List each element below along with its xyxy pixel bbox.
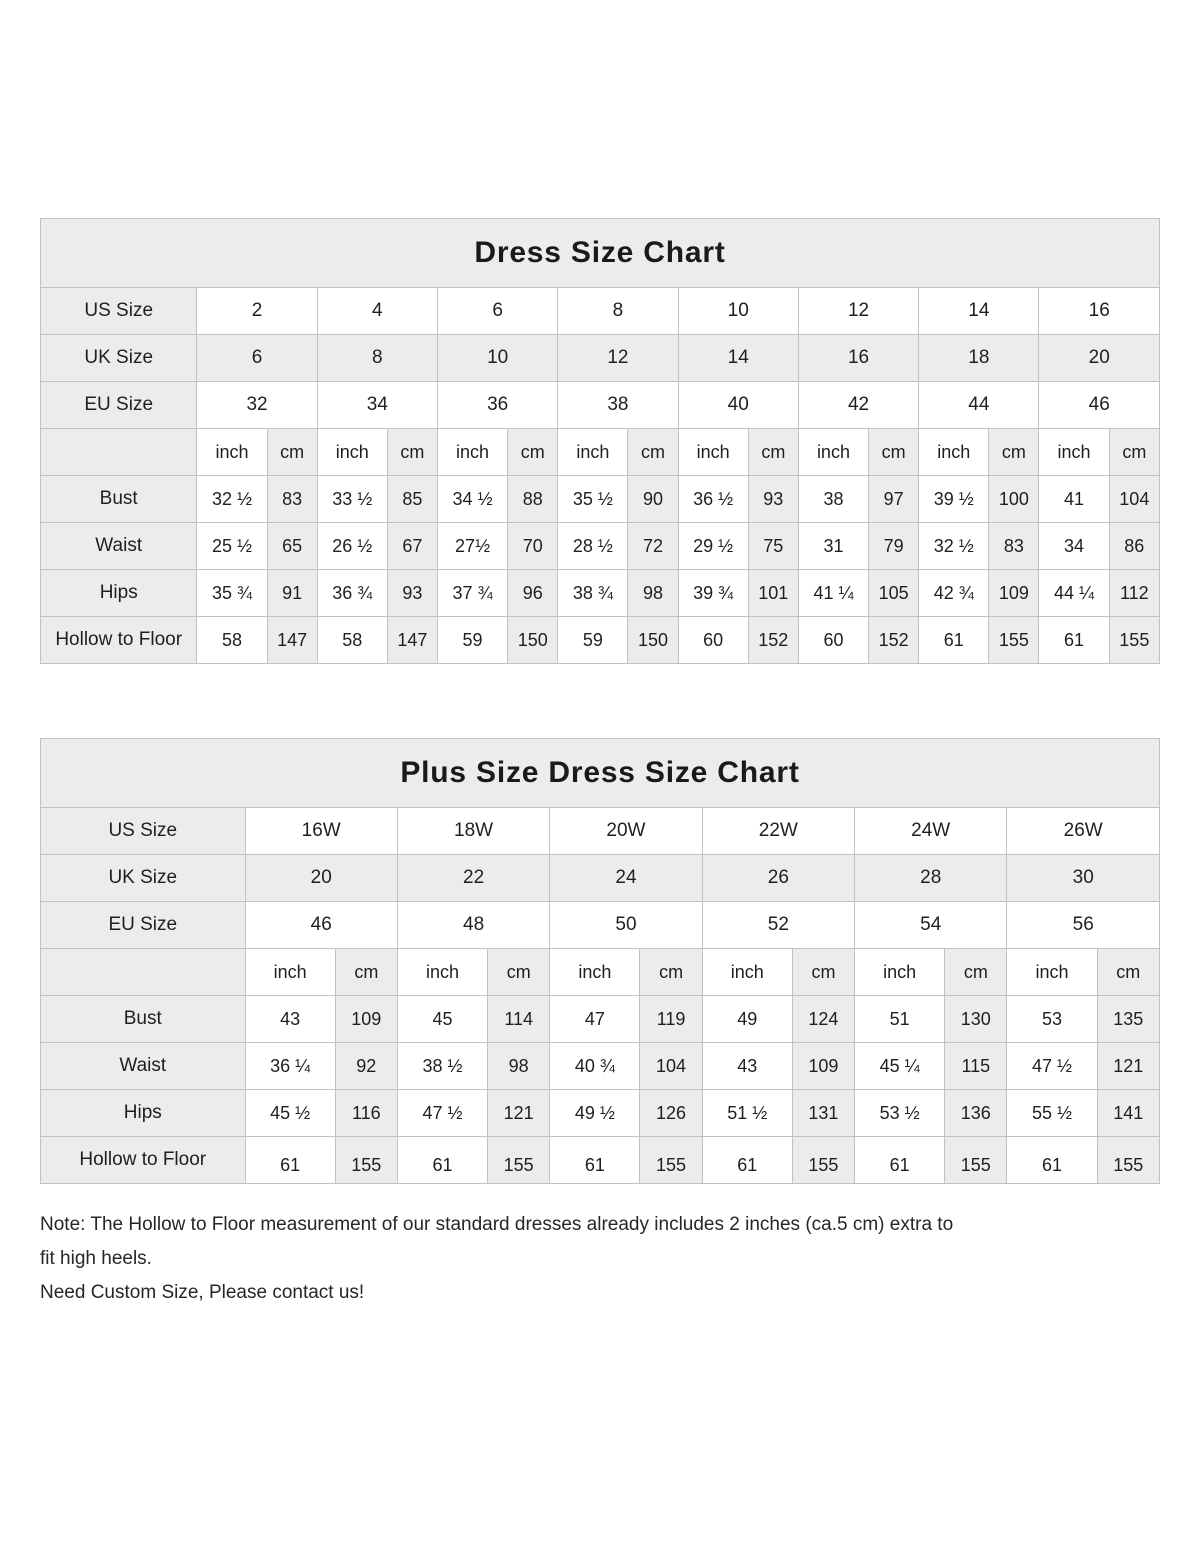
measure-cm-cell: 67 bbox=[387, 523, 437, 570]
measure-inch-cell: 45 ½ bbox=[245, 1090, 335, 1137]
measure-cm-cell: 155 bbox=[792, 1137, 854, 1184]
measure-cm-cell: 100 bbox=[989, 476, 1039, 523]
measure-inch-cell: 58 bbox=[317, 617, 387, 664]
measure-inch-cell: 59 bbox=[437, 617, 507, 664]
measure-cm-cell: 91 bbox=[267, 570, 317, 617]
unit-cm-cell: cm bbox=[628, 429, 678, 476]
measure-cm-cell: 114 bbox=[488, 996, 550, 1043]
measure-inch-cell: 29 ½ bbox=[678, 523, 748, 570]
measure-inch-cell: 38 ½ bbox=[397, 1043, 487, 1090]
measure-cm-cell: 152 bbox=[869, 617, 919, 664]
measure-row-label: Hollow to Floor bbox=[41, 617, 197, 664]
unit-cm-cell: cm bbox=[335, 949, 397, 996]
measure-inch-cell: 61 bbox=[855, 1137, 945, 1184]
measure-inch-cell: 45 bbox=[397, 996, 487, 1043]
measure-inch-cell: 44 ¼ bbox=[1039, 570, 1109, 617]
measure-cm-cell: 83 bbox=[989, 523, 1039, 570]
measure-cm-cell: 93 bbox=[748, 476, 798, 523]
size-value-cell: 2 bbox=[197, 288, 317, 335]
measure-inch-cell: 27½ bbox=[437, 523, 507, 570]
measure-cm-cell: 90 bbox=[628, 476, 678, 523]
measure-cm-cell: 70 bbox=[508, 523, 558, 570]
measure-cm-cell: 116 bbox=[335, 1090, 397, 1137]
measure-inch-cell: 55 ½ bbox=[1007, 1090, 1097, 1137]
size-value-cell: 42 bbox=[798, 382, 918, 429]
measure-cm-cell: 131 bbox=[792, 1090, 854, 1137]
unit-cm-cell: cm bbox=[748, 429, 798, 476]
measure-inch-cell: 41 bbox=[1039, 476, 1109, 523]
measure-inch-cell: 35 ¾ bbox=[197, 570, 267, 617]
measure-cm-cell: 79 bbox=[869, 523, 919, 570]
measure-inch-cell: 33 ½ bbox=[317, 476, 387, 523]
measure-cm-cell: 112 bbox=[1109, 570, 1159, 617]
size-value-cell: 46 bbox=[1039, 382, 1160, 429]
size-value-cell: 28 bbox=[855, 855, 1007, 902]
measure-cm-cell: 147 bbox=[387, 617, 437, 664]
chart-title: Plus Size Dress Size Chart bbox=[41, 739, 1160, 808]
size-row-label: US Size bbox=[41, 288, 197, 335]
measure-cm-cell: 121 bbox=[488, 1090, 550, 1137]
size-value-cell: 4 bbox=[317, 288, 437, 335]
unit-inch-cell: inch bbox=[550, 949, 640, 996]
measure-cm-cell: 105 bbox=[869, 570, 919, 617]
measure-inch-cell: 61 bbox=[919, 617, 989, 664]
measure-inch-cell: 51 bbox=[855, 996, 945, 1043]
unit-inch-cell: inch bbox=[919, 429, 989, 476]
measure-cm-cell: 109 bbox=[335, 996, 397, 1043]
size-value-cell: 18 bbox=[919, 335, 1039, 382]
measure-inch-cell: 26 ½ bbox=[317, 523, 387, 570]
measure-cm-cell: 119 bbox=[640, 996, 702, 1043]
measure-inch-cell: 58 bbox=[197, 617, 267, 664]
measure-cm-cell: 150 bbox=[508, 617, 558, 664]
note-line-1: Note: The Hollow to Floor measurement of our standard dresses already includes 2 inches (ca.5 cm) extra to bbox=[40, 1214, 954, 1235]
size-value-cell: 36 bbox=[437, 382, 557, 429]
measure-cm-cell: 83 bbox=[267, 476, 317, 523]
size-value-cell: 20W bbox=[550, 808, 702, 855]
measure-inch-cell: 36 ¾ bbox=[317, 570, 387, 617]
unit-cm-cell: cm bbox=[508, 429, 558, 476]
measure-cm-cell: 155 bbox=[1097, 1137, 1159, 1184]
size-value-cell: 22W bbox=[702, 808, 854, 855]
size-value-cell: 16 bbox=[798, 335, 918, 382]
measure-row-label: Hips bbox=[41, 570, 197, 617]
size-value-cell: 44 bbox=[919, 382, 1039, 429]
measure-inch-cell: 61 bbox=[550, 1137, 640, 1184]
measure-cm-cell: 124 bbox=[792, 996, 854, 1043]
measure-inch-cell: 45 ¼ bbox=[855, 1043, 945, 1090]
measure-inch-cell: 34 bbox=[1039, 523, 1109, 570]
measure-inch-cell: 40 ¾ bbox=[550, 1043, 640, 1090]
measure-cm-cell: 109 bbox=[989, 570, 1039, 617]
unit-inch-cell: inch bbox=[1039, 429, 1109, 476]
note-line-3: Need Custom Size, Please contact us! bbox=[40, 1282, 365, 1303]
measure-inch-cell: 49 ½ bbox=[550, 1090, 640, 1137]
size-value-cell: 24 bbox=[550, 855, 702, 902]
unit-cm-cell: cm bbox=[792, 949, 854, 996]
measure-cm-cell: 104 bbox=[640, 1043, 702, 1090]
measure-cm-cell: 101 bbox=[748, 570, 798, 617]
unit-inch-cell: inch bbox=[558, 429, 628, 476]
unit-inch-cell: inch bbox=[855, 949, 945, 996]
measure-cm-cell: 104 bbox=[1109, 476, 1159, 523]
measure-cm-cell: 88 bbox=[508, 476, 558, 523]
unit-cm-cell: cm bbox=[267, 429, 317, 476]
measure-inch-cell: 39 ¾ bbox=[678, 570, 748, 617]
measure-inch-cell: 39 ½ bbox=[919, 476, 989, 523]
size-value-cell: 54 bbox=[855, 902, 1007, 949]
measure-inch-cell: 25 ½ bbox=[197, 523, 267, 570]
size-value-cell: 22 bbox=[397, 855, 549, 902]
measure-cm-cell: 115 bbox=[945, 1043, 1007, 1090]
measure-inch-cell: 61 bbox=[1007, 1137, 1097, 1184]
note-text bbox=[40, 1208, 1160, 1310]
measure-cm-cell: 155 bbox=[488, 1137, 550, 1184]
size-value-cell: 46 bbox=[245, 902, 397, 949]
size-row-label: UK Size bbox=[41, 855, 246, 902]
unit-inch-cell: inch bbox=[245, 949, 335, 996]
measure-inch-cell: 31 bbox=[798, 523, 868, 570]
measure-cm-cell: 136 bbox=[945, 1090, 1007, 1137]
measure-row-label: Bust bbox=[41, 476, 197, 523]
measure-cm-cell: 98 bbox=[628, 570, 678, 617]
unit-row-label bbox=[41, 949, 246, 996]
measure-cm-cell: 155 bbox=[945, 1137, 1007, 1184]
measure-cm-cell: 98 bbox=[488, 1043, 550, 1090]
measure-inch-cell: 60 bbox=[798, 617, 868, 664]
measure-inch-cell: 53 ½ bbox=[855, 1090, 945, 1137]
size-value-cell: 10 bbox=[437, 335, 557, 382]
unit-inch-cell: inch bbox=[397, 949, 487, 996]
measure-inch-cell: 61 bbox=[245, 1137, 335, 1184]
size-row-label: EU Size bbox=[41, 902, 246, 949]
measure-cm-cell: 150 bbox=[628, 617, 678, 664]
measure-cm-cell: 97 bbox=[869, 476, 919, 523]
measure-inch-cell: 42 ¾ bbox=[919, 570, 989, 617]
size-value-cell: 30 bbox=[1007, 855, 1160, 902]
size-value-cell: 26 bbox=[702, 855, 854, 902]
measure-cm-cell: 109 bbox=[792, 1043, 854, 1090]
measure-inch-cell: 28 ½ bbox=[558, 523, 628, 570]
size-value-cell: 40 bbox=[678, 382, 798, 429]
unit-cm-cell: cm bbox=[387, 429, 437, 476]
measure-cm-cell: 85 bbox=[387, 476, 437, 523]
unit-inch-cell: inch bbox=[798, 429, 868, 476]
unit-inch-cell: inch bbox=[197, 429, 267, 476]
size-value-cell: 6 bbox=[197, 335, 317, 382]
size-value-cell: 8 bbox=[317, 335, 437, 382]
size-value-cell: 24W bbox=[855, 808, 1007, 855]
measure-cm-cell: 135 bbox=[1097, 996, 1159, 1043]
size-value-cell: 48 bbox=[397, 902, 549, 949]
measure-inch-cell: 61 bbox=[397, 1137, 487, 1184]
size-value-cell: 20 bbox=[1039, 335, 1160, 382]
size-value-cell: 38 bbox=[558, 382, 678, 429]
measure-cm-cell: 130 bbox=[945, 996, 1007, 1043]
unit-cm-cell: cm bbox=[640, 949, 702, 996]
size-value-cell: 16W bbox=[245, 808, 397, 855]
size-value-cell: 18W bbox=[397, 808, 549, 855]
measure-inch-cell: 32 ½ bbox=[919, 523, 989, 570]
measure-inch-cell: 47 bbox=[550, 996, 640, 1043]
measure-inch-cell: 38 ¾ bbox=[558, 570, 628, 617]
measure-inch-cell: 49 bbox=[702, 996, 792, 1043]
measure-inch-cell: 35 ½ bbox=[558, 476, 628, 523]
measure-cm-cell: 121 bbox=[1097, 1043, 1159, 1090]
dress-size-chart-table bbox=[40, 218, 1160, 664]
measure-cm-cell: 147 bbox=[267, 617, 317, 664]
measure-inch-cell: 59 bbox=[558, 617, 628, 664]
size-value-cell: 14 bbox=[919, 288, 1039, 335]
size-value-cell: 8 bbox=[558, 288, 678, 335]
size-value-cell: 16 bbox=[1039, 288, 1160, 335]
measure-inch-cell: 53 bbox=[1007, 996, 1097, 1043]
unit-row-label bbox=[41, 429, 197, 476]
size-value-cell: 32 bbox=[197, 382, 317, 429]
measure-cm-cell: 92 bbox=[335, 1043, 397, 1090]
unit-cm-cell: cm bbox=[989, 429, 1039, 476]
measure-cm-cell: 126 bbox=[640, 1090, 702, 1137]
size-value-cell: 10 bbox=[678, 288, 798, 335]
plus-size-dress-size-chart-table bbox=[40, 738, 1160, 1184]
measure-cm-cell: 65 bbox=[267, 523, 317, 570]
measure-row-label: Hollow to Floor bbox=[41, 1137, 246, 1184]
size-value-cell: 12 bbox=[558, 335, 678, 382]
unit-inch-cell: inch bbox=[317, 429, 387, 476]
measure-cm-cell: 155 bbox=[1109, 617, 1159, 664]
measure-row-label: Waist bbox=[41, 1043, 246, 1090]
measure-inch-cell: 60 bbox=[678, 617, 748, 664]
size-value-cell: 56 bbox=[1007, 902, 1160, 949]
measure-inch-cell: 61 bbox=[1039, 617, 1109, 664]
measure-inch-cell: 32 ½ bbox=[197, 476, 267, 523]
size-value-cell: 12 bbox=[798, 288, 918, 335]
unit-cm-cell: cm bbox=[1109, 429, 1159, 476]
measure-inch-cell: 43 bbox=[245, 996, 335, 1043]
measure-inch-cell: 43 bbox=[702, 1043, 792, 1090]
unit-cm-cell: cm bbox=[488, 949, 550, 996]
measure-row-label: Waist bbox=[41, 523, 197, 570]
measure-cm-cell: 152 bbox=[748, 617, 798, 664]
size-value-cell: 6 bbox=[437, 288, 557, 335]
measure-inch-cell: 36 ¼ bbox=[245, 1043, 335, 1090]
measure-inch-cell: 34 ½ bbox=[437, 476, 507, 523]
unit-cm-cell: cm bbox=[945, 949, 1007, 996]
measure-cm-cell: 141 bbox=[1097, 1090, 1159, 1137]
measure-cm-cell: 72 bbox=[628, 523, 678, 570]
note-line-2: fit high heels. bbox=[40, 1248, 152, 1269]
size-row-label: UK Size bbox=[41, 335, 197, 382]
unit-inch-cell: inch bbox=[1007, 949, 1097, 996]
measure-row-label: Bust bbox=[41, 996, 246, 1043]
measure-inch-cell: 51 ½ bbox=[702, 1090, 792, 1137]
measure-inch-cell: 41 ¼ bbox=[798, 570, 868, 617]
measure-cm-cell: 155 bbox=[640, 1137, 702, 1184]
measure-inch-cell: 37 ¾ bbox=[437, 570, 507, 617]
measure-inch-cell: 47 ½ bbox=[397, 1090, 487, 1137]
measure-cm-cell: 75 bbox=[748, 523, 798, 570]
unit-cm-cell: cm bbox=[1097, 949, 1159, 996]
measure-cm-cell: 155 bbox=[335, 1137, 397, 1184]
chart-title: Dress Size Chart bbox=[41, 219, 1160, 288]
measure-cm-cell: 96 bbox=[508, 570, 558, 617]
size-row-label: US Size bbox=[41, 808, 246, 855]
unit-inch-cell: inch bbox=[437, 429, 507, 476]
size-value-cell: 26W bbox=[1007, 808, 1160, 855]
size-value-cell: 34 bbox=[317, 382, 437, 429]
size-value-cell: 20 bbox=[245, 855, 397, 902]
measure-row-label: Hips bbox=[41, 1090, 246, 1137]
measure-inch-cell: 36 ½ bbox=[678, 476, 748, 523]
size-row-label: EU Size bbox=[41, 382, 197, 429]
size-value-cell: 50 bbox=[550, 902, 702, 949]
measure-inch-cell: 61 bbox=[702, 1137, 792, 1184]
unit-inch-cell: inch bbox=[702, 949, 792, 996]
unit-inch-cell: inch bbox=[678, 429, 748, 476]
measure-cm-cell: 93 bbox=[387, 570, 437, 617]
measure-cm-cell: 155 bbox=[989, 617, 1039, 664]
measure-inch-cell: 47 ½ bbox=[1007, 1043, 1097, 1090]
measure-inch-cell: 38 bbox=[798, 476, 868, 523]
measure-cm-cell: 86 bbox=[1109, 523, 1159, 570]
size-value-cell: 14 bbox=[678, 335, 798, 382]
size-value-cell: 52 bbox=[702, 902, 854, 949]
unit-cm-cell: cm bbox=[869, 429, 919, 476]
